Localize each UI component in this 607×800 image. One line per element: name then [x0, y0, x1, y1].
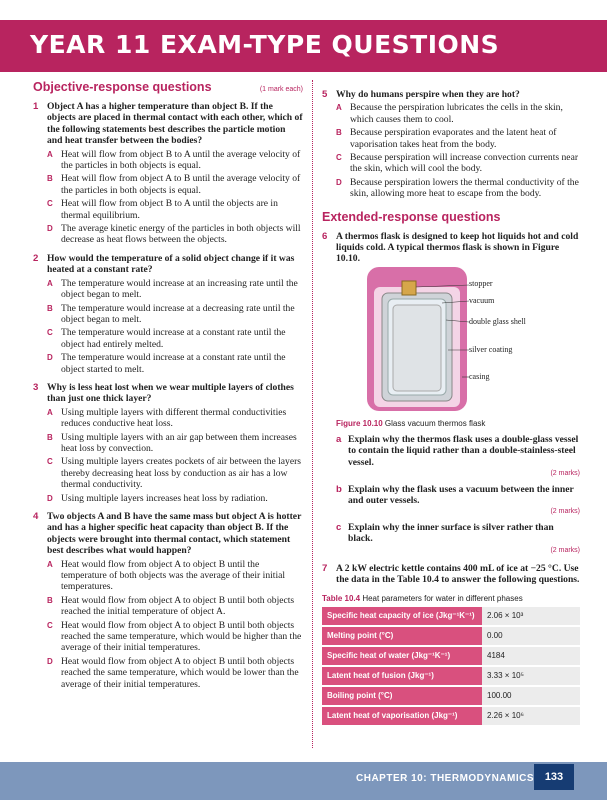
- option-b: [47, 173, 303, 196]
- option-text: Because perspiration evaporates and the latent heat of vaporisation takes heat from the body.: [350, 127, 557, 150]
- table-value: 4184: [482, 646, 580, 666]
- option-c: [47, 620, 303, 654]
- option-a: [47, 278, 303, 301]
- option-text: Heat will flow from object B to A until the objects are in thermal equilibrium.: [61, 198, 278, 221]
- label-stopper: stopper: [469, 278, 493, 288]
- option-text: Using multiple layers creates pockets of air between the layers thereby decreasing heat loss by conduction as air has a low thermal conductivity.: [61, 456, 302, 491]
- option-c: [336, 152, 580, 175]
- heat-parameters-table: [322, 607, 580, 727]
- option-text: The temperature would increase at a constant rate until the object started to melt.: [61, 352, 286, 375]
- thermos-figure: [322, 265, 580, 415]
- part-a: [336, 434, 580, 480]
- option-d: [47, 223, 303, 246]
- left-column: [33, 80, 303, 690]
- option-c: [47, 456, 303, 490]
- table-key: Latent heat of fusion (Jkg⁻¹): [322, 666, 482, 686]
- part-letter: b: [336, 483, 342, 495]
- option-letter: D: [336, 177, 342, 187]
- option-b: [47, 303, 303, 326]
- question-number: 2: [33, 252, 39, 264]
- part-marks: (2 marks): [550, 508, 580, 516]
- option-letter: B: [47, 174, 53, 184]
- chapter-label: CHAPTER 10: THERMODYNAMICS: [356, 773, 535, 784]
- option-letter: B: [47, 595, 53, 605]
- marks-note: (1 mark each): [259, 86, 303, 93]
- question-3: [33, 382, 303, 405]
- question-6: [322, 231, 580, 265]
- question-text: How would the temperature of a solid object change if it was heated at a constant rate?: [47, 252, 295, 276]
- label-casing: casing: [469, 371, 490, 381]
- part-body: [348, 434, 580, 480]
- option-text: The average kinetic energy of the particles in both objects will decrease as heat flows between the objects.: [61, 223, 301, 246]
- option-text: Using multiple layers with an air gap between them increases heat loss by convection.: [61, 431, 297, 454]
- option-letter: B: [336, 128, 342, 138]
- table-row: [322, 686, 580, 706]
- option-text: Heat will flow from object B to A until the average velocity of the particles in both objects is equal.: [61, 148, 301, 172]
- caption-number: Figure 10.10: [336, 418, 383, 428]
- label-double-glass: double glass shell: [469, 316, 526, 326]
- table-value: 3.33 × 10⁵: [482, 666, 580, 686]
- question-text: A thermos flask is designed to keep hot liquids hot and cold liquids cold. A typical thermos flask is shown in Figure 10.10.: [336, 230, 579, 265]
- question-number: 4: [33, 511, 39, 522]
- option-letter: C: [336, 153, 342, 163]
- table-value: 2.26 × 10⁶: [482, 706, 580, 726]
- option-text: Heat would flow from object A to object B until the temperature of both objects was the average of their initial temperatures.: [61, 558, 286, 593]
- part-text: Explain why the inner surface is silver rather than black.: [348, 521, 554, 545]
- part-letter: a: [336, 433, 342, 445]
- question-number: 6: [322, 230, 328, 242]
- page-title: YEAR 11 EXAM-TYPE QUESTIONS: [30, 30, 500, 59]
- part-c: [336, 522, 580, 556]
- option-text: Heat will flow from object A to B until the average velocity of the particles in both objects is equal.: [61, 173, 301, 196]
- option-d: [47, 352, 303, 375]
- table-value: 2.06 × 10³: [482, 607, 580, 626]
- option-letter: C: [47, 328, 53, 338]
- option-letter: B: [47, 432, 53, 442]
- option-letter: D: [47, 493, 53, 503]
- option-letter: C: [47, 620, 53, 630]
- option-text: Using multiple layers with different thermal conductivities reduces conductive heat loss.: [61, 406, 287, 430]
- table-row: [322, 666, 580, 686]
- option-text: Heat would flow from object A to object B until both objects reached the initial temperature of object A.: [61, 594, 295, 618]
- table-value: 100.00: [482, 686, 580, 706]
- table-row: [322, 626, 580, 646]
- option-d: [336, 177, 580, 200]
- option-c: [47, 198, 303, 221]
- question-5: [322, 89, 580, 200]
- option-letter: A: [47, 278, 53, 288]
- option-c: [47, 327, 303, 350]
- question-1: [33, 101, 303, 147]
- question-5: [322, 89, 580, 100]
- table-value: 0.00: [482, 626, 580, 646]
- question-text: Object A has a higher temperature than object B. If the objects are placed in thermal contact with each other, which of the following statements best describes the particle motion and heat transfer between the bodies?: [47, 101, 303, 147]
- option-letter: D: [47, 224, 53, 234]
- option-text: The temperature would increase at a constant rate until the object had entirely melted.: [61, 327, 286, 350]
- part-body: [348, 522, 580, 556]
- question-4: [33, 511, 303, 557]
- thermos-diagram: [322, 265, 580, 415]
- option-letter: A: [47, 559, 53, 569]
- option-b: [47, 595, 303, 618]
- extended-heading-text: Extended-response questions: [322, 209, 501, 224]
- option-letter: A: [47, 149, 53, 159]
- question-6-parts: [322, 434, 580, 556]
- option-b: [47, 432, 303, 455]
- table-number: Table 10.4: [322, 593, 361, 603]
- part-text: Explain why the thermos flask uses a double-glass vessel to contain the liquid rather than a double-stainless-steel vessel.: [348, 433, 579, 468]
- objective-heading-text: Objective-response questions: [33, 80, 212, 94]
- caption-text: Glass vacuum thermos flask: [384, 418, 486, 428]
- option-letter: A: [47, 407, 53, 417]
- question-text: A 2 kW electric kettle contains 400 mL of ice at −25 °C. Use the data in the Table 10.4 to answer the following questions.: [336, 562, 580, 586]
- option-text: Using multiple layers increases heat loss by radiation.: [61, 492, 268, 504]
- option-b: [336, 127, 580, 150]
- column-divider: [312, 80, 313, 748]
- option-text: Because perspiration lowers the thermal conductivity of the skin, allowing more heat to escape from the body.: [350, 176, 579, 200]
- question-text: Why do humans perspire when they are hot?: [336, 89, 520, 100]
- objective-heading: [33, 80, 303, 94]
- question-7: [322, 563, 580, 586]
- option-text: Heat would flow from object A to object B until both objects reached the same temperature, which would be higher than the average of their initial temperatures.: [61, 619, 302, 654]
- question-number: 7: [322, 562, 328, 574]
- label-vacuum: vacuum: [469, 295, 495, 305]
- option-letter: C: [47, 199, 53, 209]
- table-key: Boiling point (°C): [322, 686, 482, 706]
- option-text: Heat would flow from object A to object B until both objects reached the same temperature, which would be lower than the average of their initial temperatures.: [61, 655, 299, 690]
- inner-vessel: [393, 305, 441, 391]
- option-letter: A: [336, 103, 342, 113]
- part-text: Explain why the flask uses a vacuum between the inner and outer vessels.: [348, 483, 574, 506]
- right-column: [322, 82, 580, 727]
- question-text: Two objects A and B have the same mass but object A is hotter and has a higher specific heat capacity than object B. If the objects were brought into thermal contact, which statement best describes what would happen?: [47, 511, 302, 557]
- option-text: Because the perspiration lubricates the cells in the skin, which causes them to cool.: [350, 102, 563, 125]
- part-marks: (2 marks): [550, 546, 580, 554]
- question-number: 5: [322, 89, 328, 100]
- title-banner: [0, 20, 607, 72]
- option-text: Because perspiration will increase convection currents near the skin, which will cool the body.: [350, 152, 579, 175]
- option-text: The temperature would increase at an increasing rate until the object began to melt.: [61, 277, 298, 301]
- part-body: [348, 484, 580, 518]
- table-row: [322, 646, 580, 666]
- table-title-text: Heat parameters for water in different phases: [362, 593, 523, 603]
- option-letter: D: [47, 353, 53, 363]
- option-letter: B: [47, 303, 53, 313]
- table-key: Latent heat of vaporisation (Jkg⁻¹): [322, 706, 482, 726]
- part-letter: c: [336, 521, 342, 533]
- option-d: [47, 656, 303, 690]
- option-a: [336, 102, 580, 125]
- page-number: 133: [534, 764, 574, 790]
- option-a: [47, 149, 303, 172]
- stopper-shape: [402, 281, 416, 295]
- option-d: [47, 493, 303, 504]
- option-text: The temperature would increase at a decreasing rate until the object began to melt.: [61, 302, 295, 325]
- table-title: [322, 594, 580, 603]
- table-key: Specific heat capacity of ice (Jkg⁻¹K⁻¹): [322, 607, 482, 626]
- table-row: [322, 607, 580, 626]
- option-letter: D: [47, 656, 53, 666]
- figure-caption: [336, 419, 580, 428]
- label-silver: silver coating: [469, 344, 513, 354]
- part-marks: (2 marks): [550, 470, 580, 478]
- part-b: [336, 484, 580, 518]
- option-a: [47, 559, 303, 593]
- extended-heading: [322, 210, 580, 224]
- table-key: Melting point (°C): [322, 626, 482, 646]
- question-2: [33, 253, 303, 276]
- option-letter: C: [47, 457, 53, 467]
- table-key: Specific heat of water (Jkg⁻¹K⁻¹): [322, 646, 482, 666]
- table-row: [322, 706, 580, 726]
- question-number: 1: [33, 101, 39, 112]
- question-text: Why is less heat lost when we wear multiple layers of clothes than just one thick layer?: [47, 381, 294, 405]
- objective-question-list: [33, 101, 303, 690]
- option-a: [47, 407, 303, 430]
- question-number: 3: [33, 381, 39, 393]
